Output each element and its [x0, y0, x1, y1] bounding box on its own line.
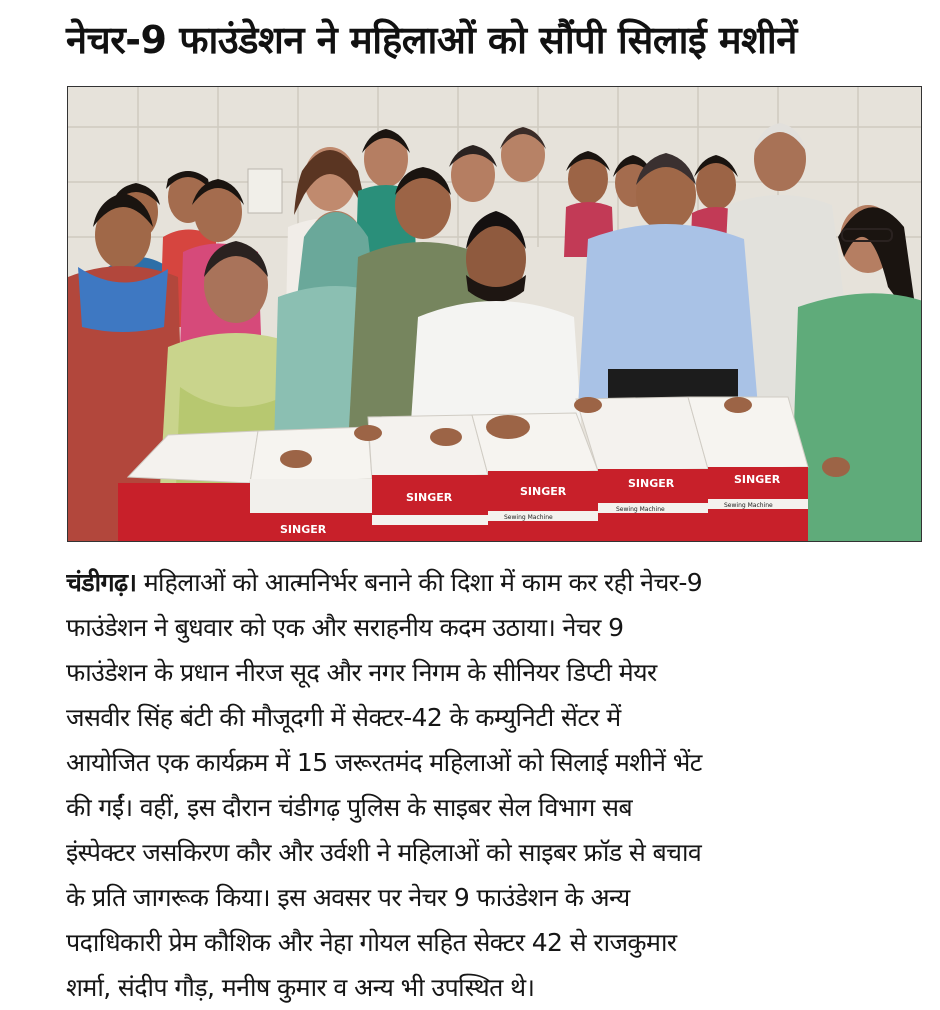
box-brand-label: SINGER [628, 477, 675, 490]
article-line-6: की गईं। वहीं, इस दौरान चंडीगढ़ पुलिस के साइबर सेल विभाग सब [66, 793, 633, 822]
article-line-10: शर्मा, संदीप गौड़, मनीष कुमार व अन्य भी उपस्थित थे। [66, 973, 535, 1002]
article-line-text: महिलाओं को आत्मनिर्भर बनाने की दिशा में काम कर रही नेचर-9 [136, 568, 703, 597]
article-line-4: जसवीर सिंह बंटी की मौजूदगी में सेक्टर-42 के कम्युनिटी सेंटर में [66, 703, 621, 732]
box-brand-label: SINGER [734, 473, 781, 486]
article-line-2: फाउंडेशन ने बुधवार को एक और सराहनीय कदम उठाया। नेचर 9 [66, 613, 624, 642]
box-caption-label: Sewing Machine [724, 502, 773, 509]
news-photo [67, 86, 922, 542]
box-caption-label: Sewing Machine [504, 514, 553, 521]
article-line-5: आयोजित एक कार्यक्रम में 15 जरूरतमंद महिलाओं को सिलाई मशीनें भेंट [66, 748, 702, 777]
article-line-3: फाउंडेशन के प्रधान नीरज सूद और नगर निगम के सीनियर डिप्टी मेयर [66, 658, 657, 687]
article-line-8: के प्रति जागरूक किया। इस अवसर पर नेचर 9 फाउंडेशन के अन्य [66, 883, 630, 912]
article-line-1 [66, 560, 922, 605]
box-brand-label: SINGER [406, 491, 453, 504]
box-brand-label: SINGER [280, 523, 327, 536]
article-line-9: पदाधिकारी प्रेम कौशिक और नेहा गोयल सहित सेक्टर 42 से राजकुमार [66, 928, 677, 957]
box-brand-label: SINGER [520, 485, 567, 498]
article-headline: नेचर-9 फाउंडेशन ने महिलाओं को सौंपी सिलाई मशीनें [66, 18, 797, 62]
dateline: चंडीगढ़। [66, 568, 137, 597]
box-caption-label: Sewing Machine [616, 506, 665, 513]
article-body [66, 560, 922, 1010]
article-line-7: इंस्पेक्टर जसकिरण कौर और उर्वशी ने महिलाओं को साइबर फ्रॉड से बचाव [66, 838, 702, 867]
